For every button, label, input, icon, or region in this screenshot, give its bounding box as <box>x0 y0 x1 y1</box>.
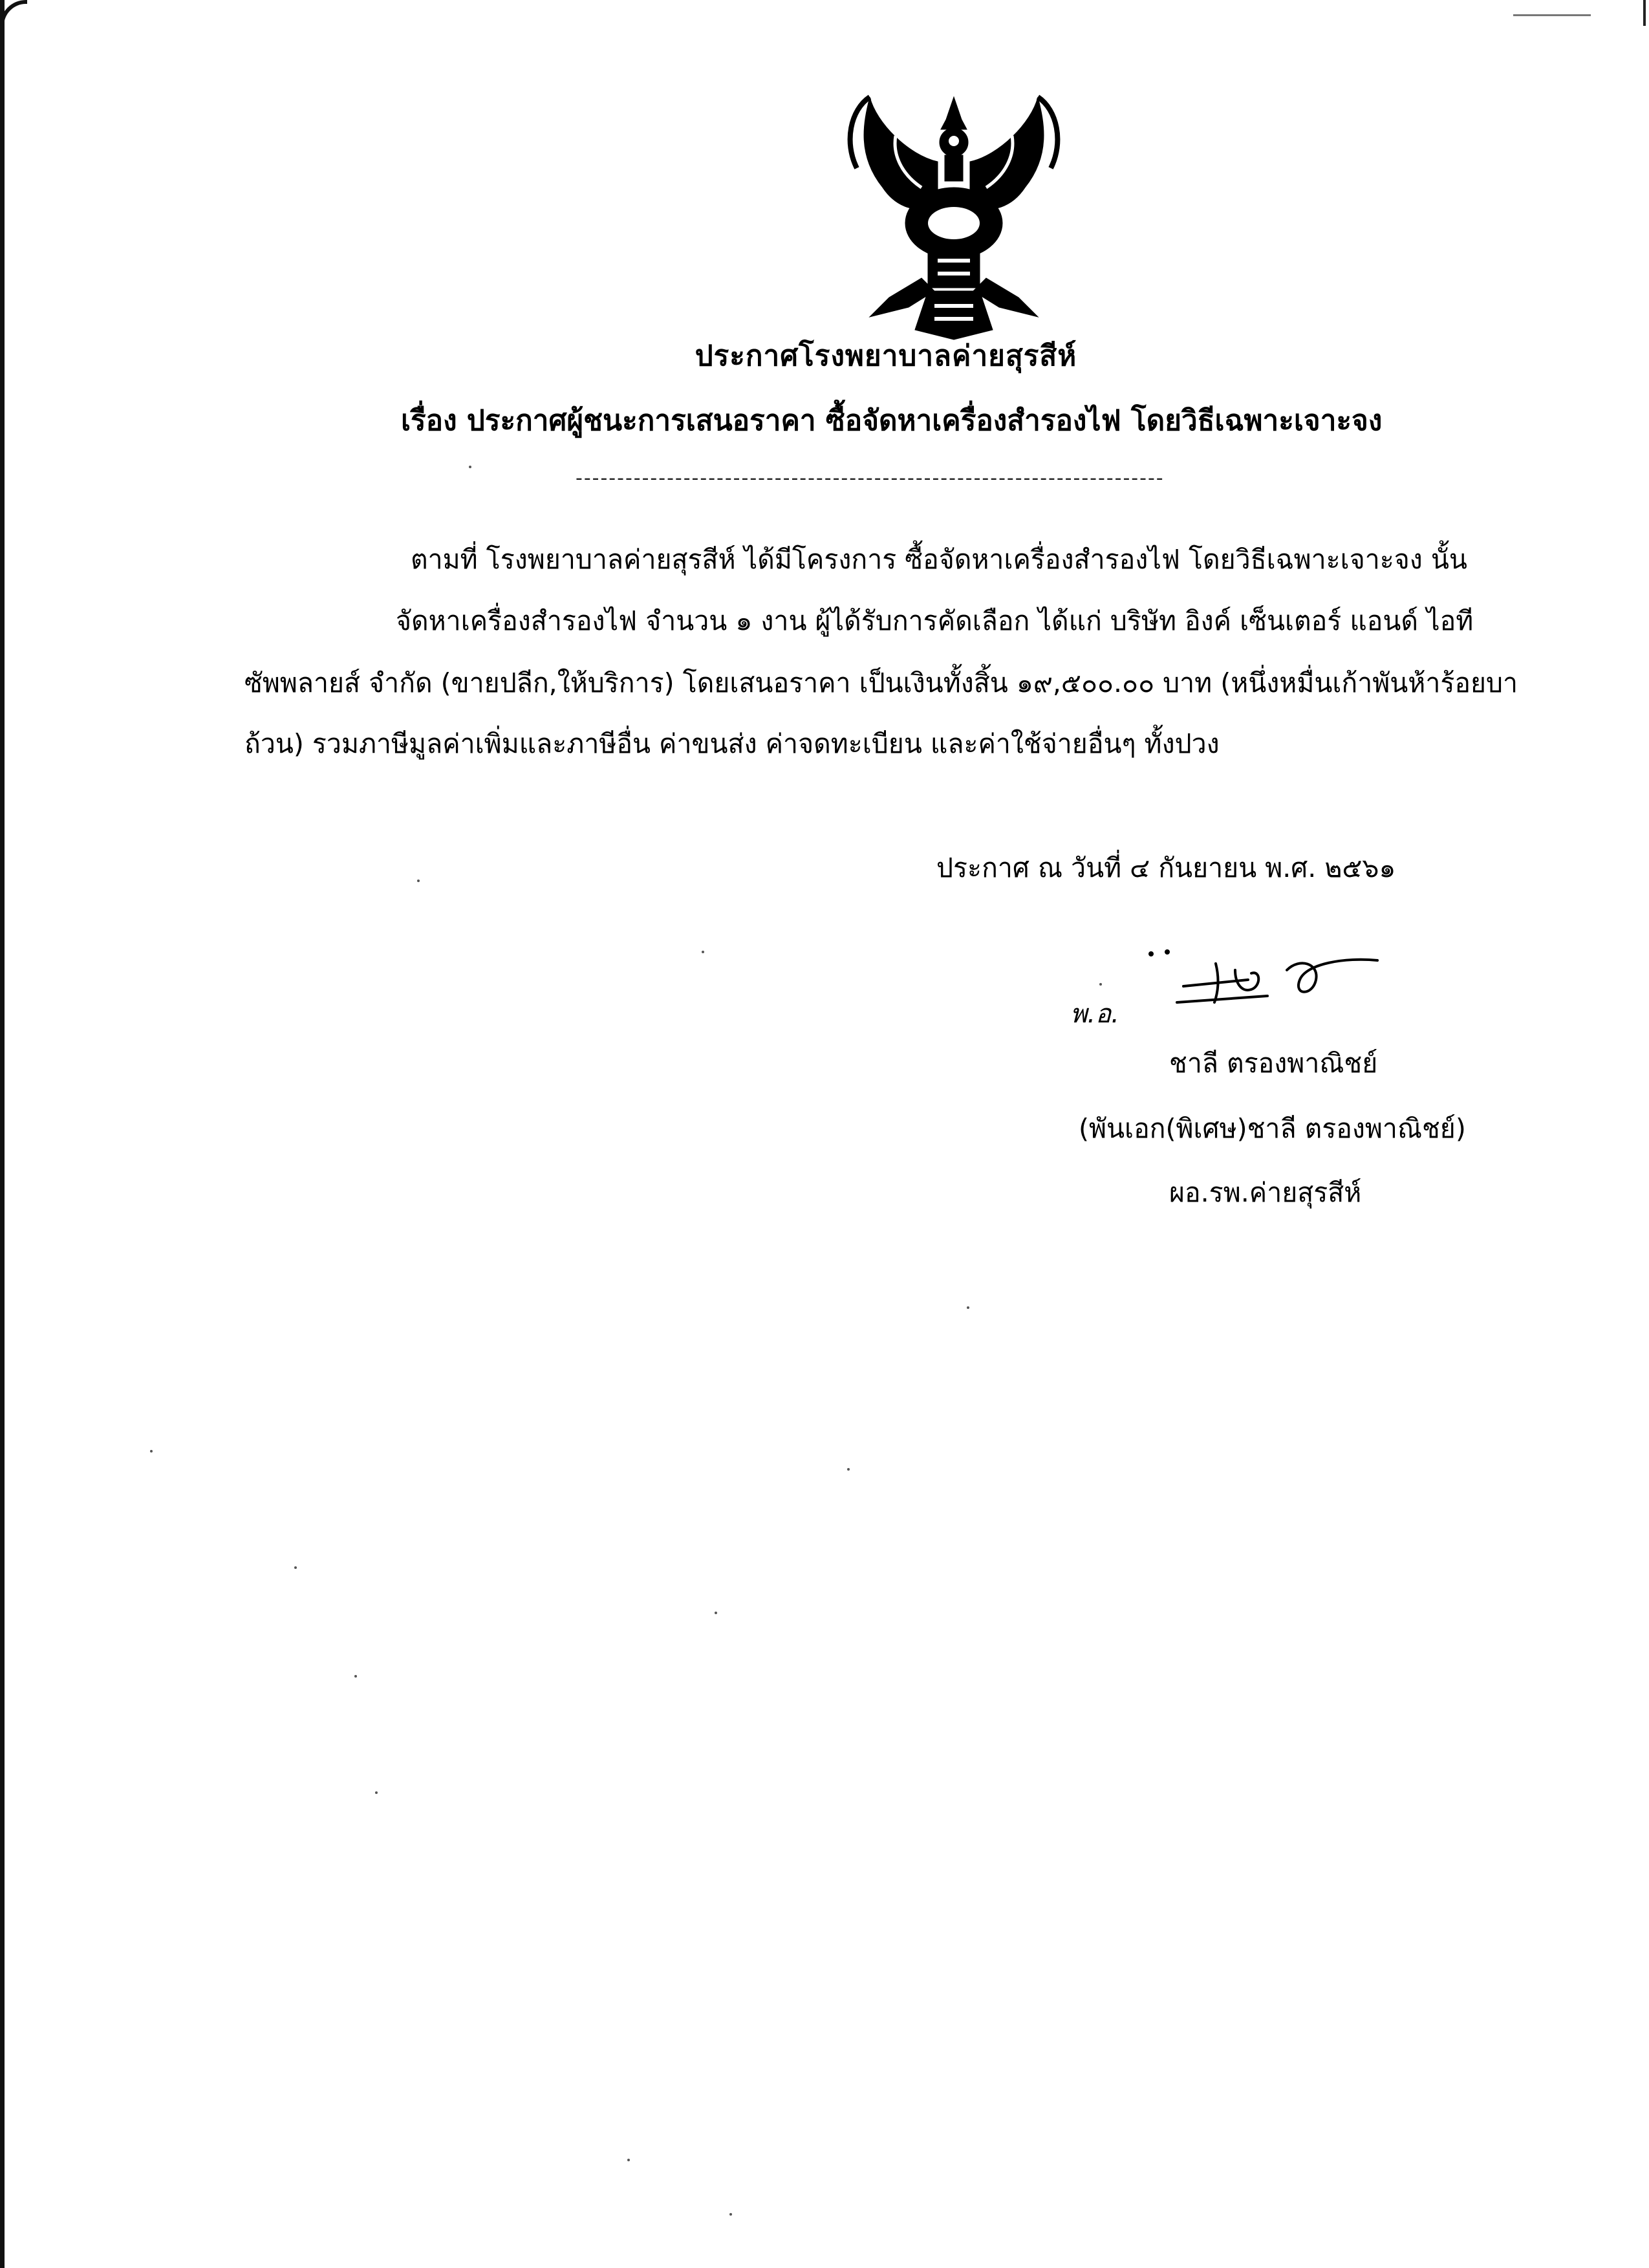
garuda-emblem-icon <box>831 84 1077 343</box>
signer-position: ผอ.รพ.ค่ายสุรสีห์ <box>1169 1177 1362 1208</box>
scan-speck <box>715 1612 717 1614</box>
body-paragraph-line: จัดหาเครื่องสำรองไฟ จำนวน ๑ งาน ผู้ได้รับการคัดเลือก ได้แก่ บริษัท อิงค์ เซ็นเตอร์ แอนด์ ไอที <box>396 605 1474 636</box>
scan-mark <box>1643 0 1646 26</box>
announcement-date: ประกาศ ณ วันที่ ๔ กันยายน พ.ศ. ๒๕๖๑ <box>936 852 1396 883</box>
scan-speck <box>729 2213 732 2216</box>
scan-speck <box>847 1468 850 1471</box>
scan-speck <box>469 466 471 468</box>
signer-full-name: (พันเอก(พิเศษ)ชาลี ตรองพาณิชย์) <box>1079 1113 1466 1144</box>
scan-speck <box>375 1791 378 1794</box>
signature-rank-prefix: พ.อ. <box>1070 999 1119 1029</box>
scan-speck <box>702 951 704 953</box>
scan-mark <box>1513 14 1591 16</box>
body-paragraph-line: ถ้วน) รวมภาษีมูลค่าเพิ่มและภาษีอื่น ค่าขนส่ง ค่าจดทะเบียน และค่าใช้จ่ายอื่นๆ ทั้งปวง <box>244 728 1220 759</box>
signer-name: ชาลี ตรองพาณิชย์ <box>1169 1048 1378 1079</box>
scan-speck <box>627 2159 630 2161</box>
scan-speck <box>150 1450 153 1453</box>
body-paragraph-line: ซัพพลายส์ จำกัด (ขายปลีก,ให้บริการ) โดยเสนอราคา เป็นเงินทั้งสิ้น ๑๙,๕๐๐.๐๐ บาท (หนึ่งหมื่นเก้าพันห้าร้อยบา <box>244 667 1518 698</box>
document-title: ประกาศโรงพยาบาลค่ายสุรสีห์ <box>695 340 1077 373</box>
scan-speck <box>967 1306 969 1309</box>
body-paragraph-line: ตามที่ โรงพยาบาลค่ายสุรสีห์ ได้มีโครงการ ซื้อจัดหาเครื่องสำรองไฟ โดยวิธีเฉพาะเจาะจง นั้น <box>411 544 1467 575</box>
document-subject: เรื่อง ประกาศผู้ชนะการเสนอราคา ซื้อจัดหาเครื่องสำรองไฟ โดยวิธีเฉพาะเจาะจง <box>401 404 1383 437</box>
scan-speck <box>417 880 420 882</box>
separator-line: ----------------------------------------------------------------------- <box>576 467 1165 490</box>
scan-speck <box>1099 983 1102 986</box>
handwritten-signature <box>1138 944 1384 1022</box>
scan-speck <box>354 1675 357 1678</box>
scan-speck <box>294 1566 297 1569</box>
